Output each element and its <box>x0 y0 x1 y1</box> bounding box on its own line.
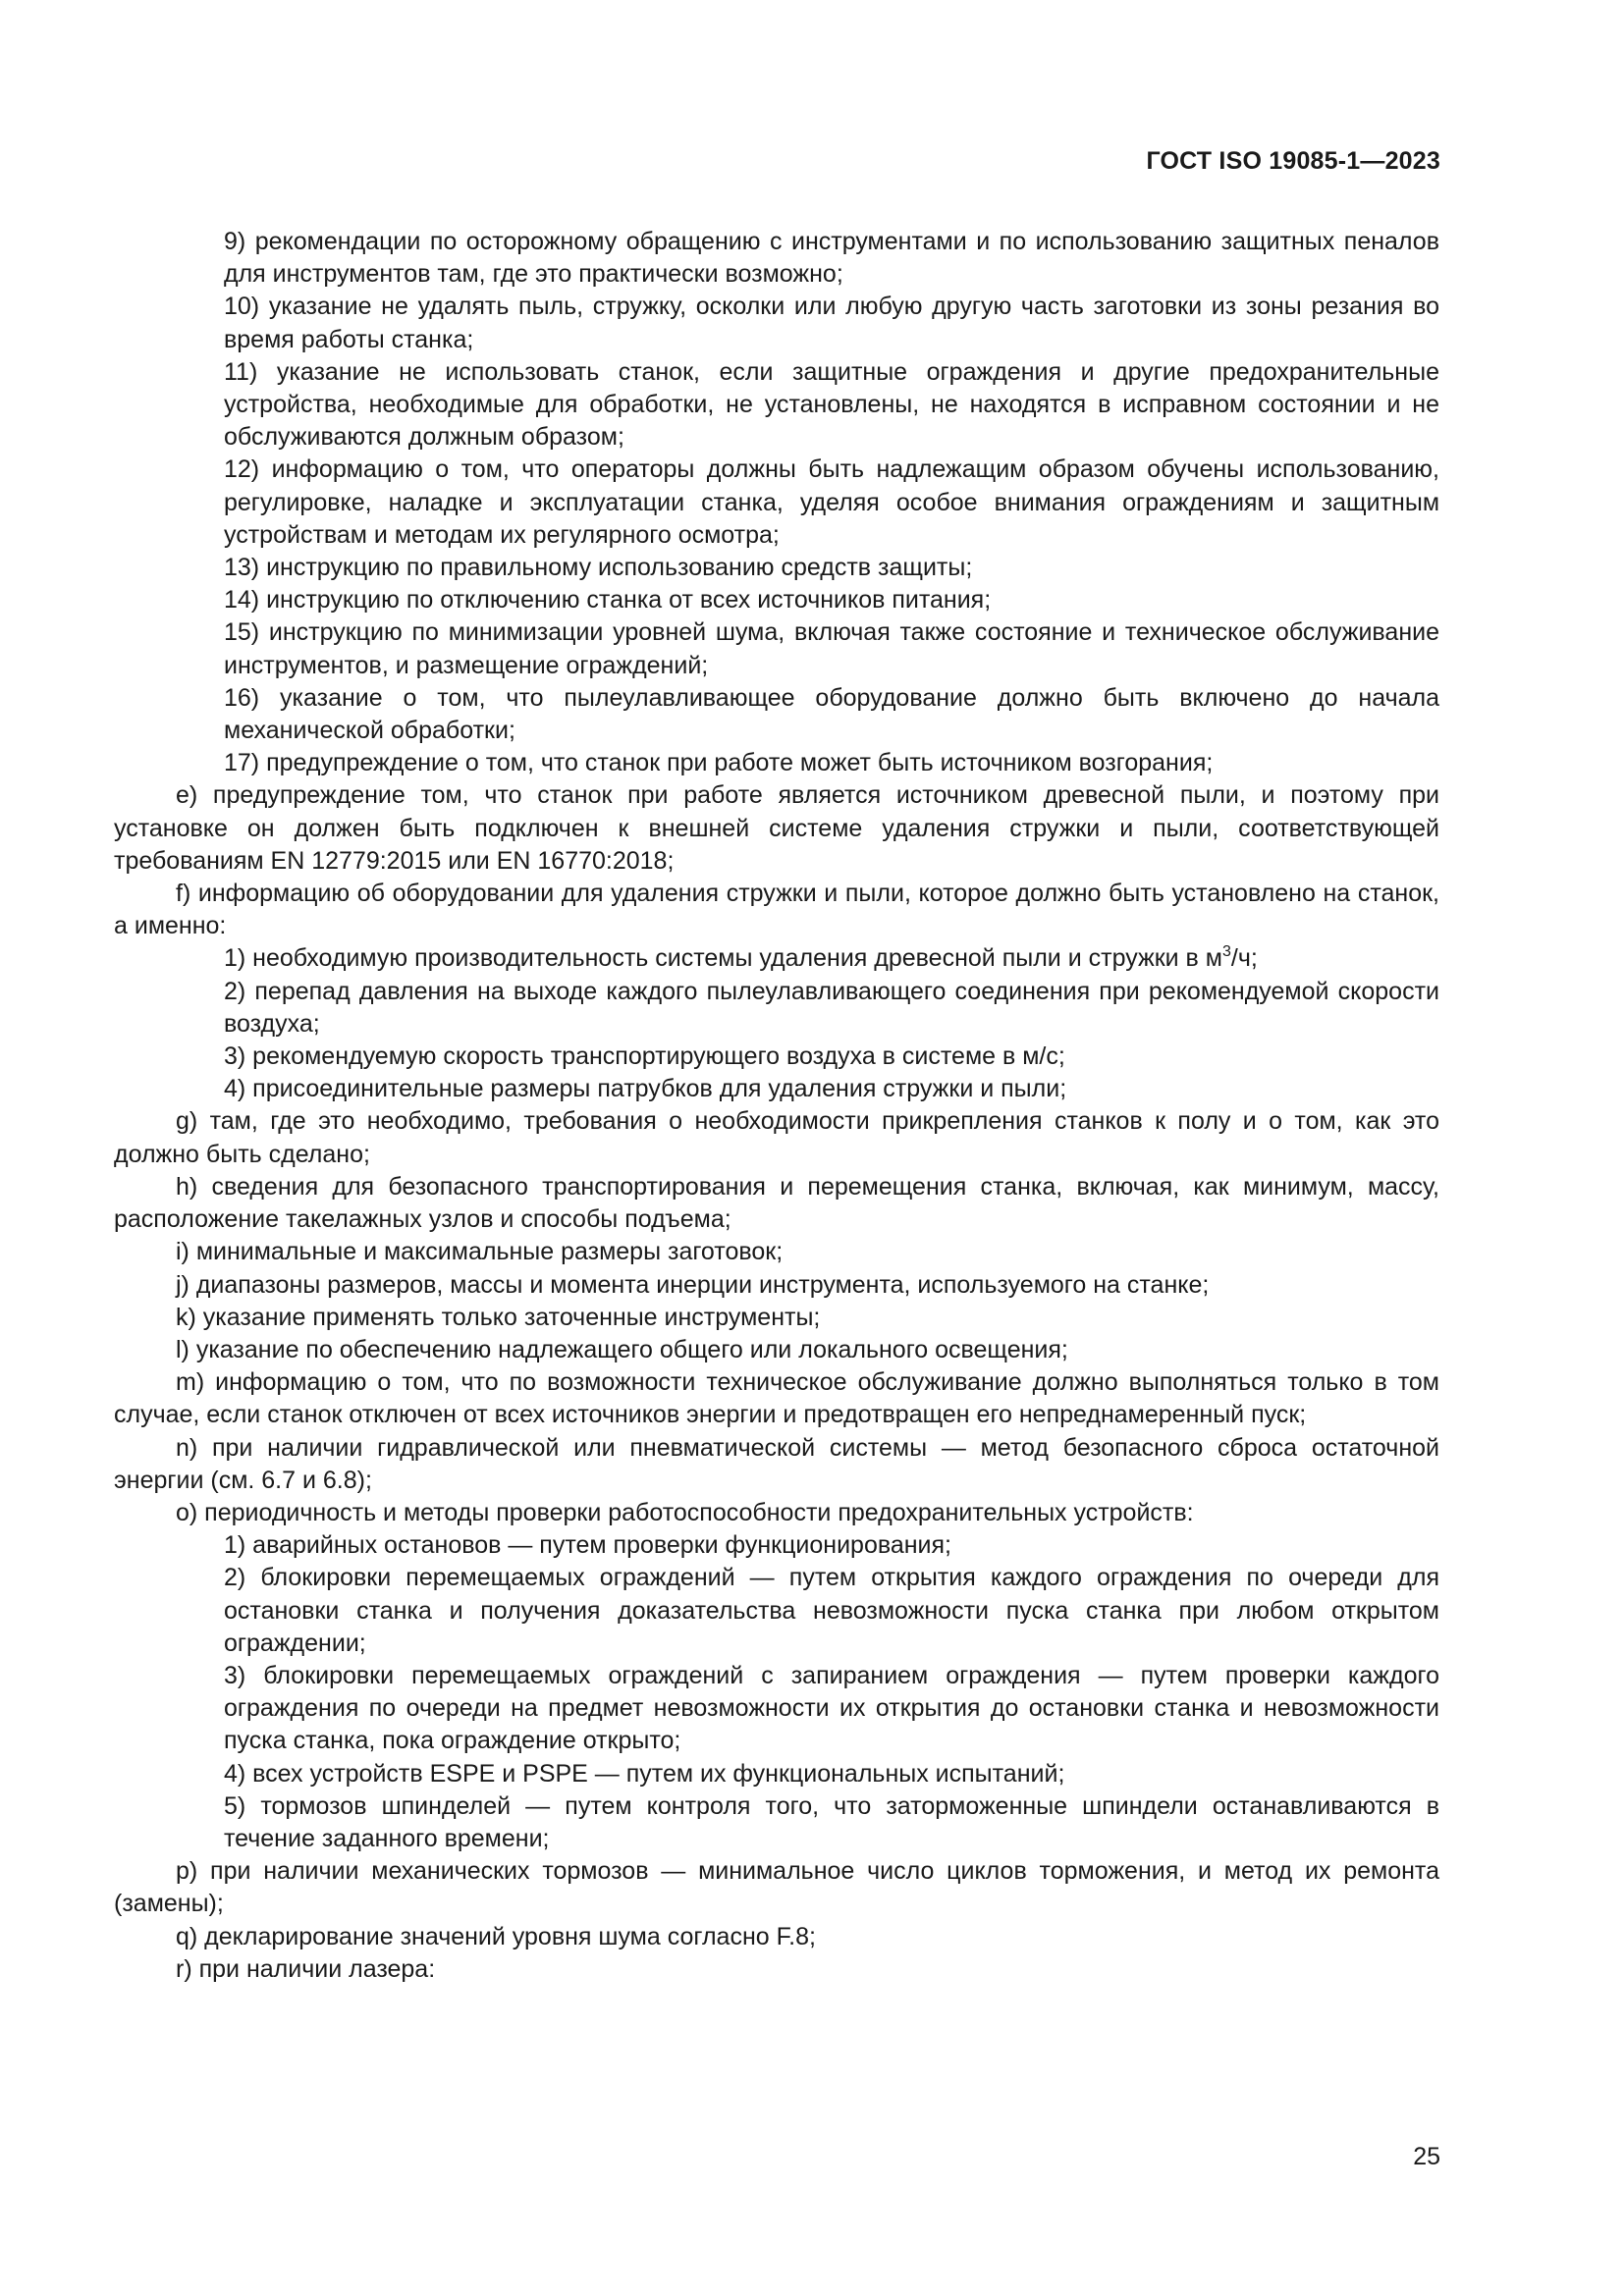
list-item <box>114 878 1439 942</box>
list-item <box>114 1334 1439 1366</box>
list-item <box>114 976 1439 1041</box>
list-item <box>114 356 1439 454</box>
list-item <box>114 1790 1439 1855</box>
list-item <box>114 747 1439 779</box>
list-item <box>114 1073 1439 1105</box>
list-item <box>114 1236 1439 1268</box>
list-item-text: 1) аварийных остановов — путем проверки функционирования; <box>224 1531 952 1560</box>
list-item-text: 12) информацию о том, что операторы должны быть надлежащим образом обучены использованию, регулировке, наладке и эксплуатации станка, уделяя особое внимания ограждениям и защитным устройствам и методам их регулярного осмотра; <box>224 455 1439 549</box>
list-item <box>114 1105 1439 1170</box>
list-item-text: 11) указание не использовать станок, если защитные ограждения и другие предохранительные устройства, необходимые для обработки, не установлены, не находятся в исправном состоянии и не обслуживаются должным образом; <box>224 357 1439 452</box>
list-item <box>114 942 1439 975</box>
list-item <box>114 1432 1439 1497</box>
list-item <box>114 1562 1439 1660</box>
list-item <box>114 779 1439 878</box>
list-item-text: e) предупреждение том, что станок при работе является источником древесной пыли, и поэтому при установке он должен быть подключен к внешней системе удаления стружки и пыли, соответствующей требованиям EN 12779:2015 или EN 16770:2018; <box>114 781 1439 875</box>
list-item <box>114 1302 1439 1334</box>
list-item-text: 14) инструкцию по отключению станка от всех источников питания; <box>224 586 992 614</box>
list-item <box>114 1855 1439 1920</box>
superscript: 3 <box>1221 943 1231 961</box>
list-item <box>114 1269 1439 1302</box>
list-item-text: 2) перепад давления на выходе каждого пылеулавливающего соединения при рекомендуемой скорости воздуха; <box>224 977 1439 1038</box>
list-item-text: m) информацию о том, что по возможности техническое обслуживание должно выполняться только в том случае, если станок отключен от всех источников энергии и предотвращен его непреднамеренный пуск; <box>114 1368 1439 1429</box>
list-item-text: k) указание применять только заточенные инструменты; <box>176 1303 821 1331</box>
list-item-text: 3) блокировки перемещаемых ограждений с запиранием ограждения — путем проверки каждого ограждения по очереди на предмет невозможности их открытия до остановки станка и невозможности пуска станка, пока ограждение открыто; <box>224 1661 1439 1755</box>
list-item <box>114 1041 1439 1073</box>
list-item-text: q) декларирование значений уровня шума согласно F.8; <box>176 1922 816 1950</box>
list-item-text: 2) блокировки перемещаемых ограждений — путем открытия каждого ограждения по очереди для остановки станка и получения доказательства невозможности пуска станка при любом открытом ограждении; <box>224 1564 1439 1657</box>
list-item-text: l) указание по обеспечению надлежащего общего или локального освещения; <box>176 1335 1068 1363</box>
list-item-text: j) диапазоны размеров, массы и момента инерции инструмента, используемого на станке; <box>176 1270 1210 1299</box>
standard-id-header: ГОСТ ISO 19085-1—2023 <box>1146 147 1440 175</box>
list-item <box>114 616 1439 681</box>
list-item-text: 4) присоединительные размеры патрубков для удаления стружки и пыли; <box>224 1075 1067 1103</box>
list-item-text: 9) рекомендации по осторожному обращению с инструментами и по использованию защитных пеналов для инструментов там, где это практически возможно; <box>224 228 1439 289</box>
list-item-text: 17) предупреждение о том, что станок при работе может быть источником возгорания; <box>224 749 1214 777</box>
list-item <box>114 682 1439 747</box>
list-item <box>114 291 1439 355</box>
list-item-text: 16) указание о том, что пылеулавливающее оборудование должно быть включено до начала механической обработки; <box>224 683 1439 745</box>
list-item <box>114 1366 1439 1431</box>
list-item-text: o) периодичность и методы проверки работоспособности предохранительных устройств: <box>176 1498 1194 1526</box>
list-item-text: 4) всех устройств ESPE и PSPE — путем их функциональных испытаний; <box>224 1759 1065 1788</box>
list-item <box>114 1660 1439 1758</box>
list-item-text: g) там, где это необходимо, требования о необходимости прикрепления станков к полу и о том, как это должно быть сделано; <box>114 1107 1439 1168</box>
list-item <box>114 226 1439 291</box>
list-item-text: 3) рекомендуемую скорость транспортирующего воздуха в системе в м/с; <box>224 1042 1065 1071</box>
list-item-text: 10) указание не удалять пыль, стружку, осколки или любую другую часть заготовки из зоны резания во время работы станка; <box>224 293 1439 353</box>
list-item <box>114 584 1439 616</box>
list-item <box>114 552 1439 584</box>
list-item-text: n) при наличии гидравлической или пневматической системы — метод безопасного сброса остаточной энергии (см. 6.7 и 6.8); <box>114 1433 1439 1494</box>
list-item-text: h) сведения для безопасного транспортирования и перемещения станка, включая, как минимум, массу, расположение такелажных узлов и способы подъема; <box>114 1172 1439 1234</box>
list-item-text: 1) необходимую производительность системы удаления древесной пыли и стружки в м <box>224 944 1222 973</box>
list-item-text: r) при наличии лазера: <box>176 1954 436 1983</box>
list-item-text: 13) инструкцию по правильному использованию средств защиты; <box>224 554 973 582</box>
list-item-text: f) информацию об оборудовании для удаления стружки и пыли, которое должно быть установлено на станок, а именно: <box>114 880 1439 940</box>
list-item <box>114 1921 1439 1953</box>
page-number: 25 <box>1413 2143 1440 2170</box>
list-item <box>114 1758 1439 1790</box>
list-item-text-tail: /ч; <box>1230 944 1258 973</box>
list-item-text: 15) инструкцию по минимизации уровней шума, включая также состояние и техническое обслуживание инструментов, и размещение ограждений; <box>224 618 1439 679</box>
list-item <box>114 1497 1439 1529</box>
list-item <box>114 1171 1439 1236</box>
list-item <box>114 1529 1439 1562</box>
list-item <box>114 454 1439 552</box>
document-body <box>114 226 1439 1986</box>
list-item-text: p) при наличии механических тормозов — минимальное число циклов торможения, и метод их ремонта (замены); <box>114 1857 1439 1918</box>
list-item <box>114 1953 1439 1986</box>
list-item-text: 5) тормозов шпинделей — путем контроля того, что заторможенные шпиндели останавливаются в течение заданного времени; <box>224 1791 1439 1852</box>
list-item-text: i) минимальные и максимальные размеры заготовок; <box>176 1238 784 1266</box>
